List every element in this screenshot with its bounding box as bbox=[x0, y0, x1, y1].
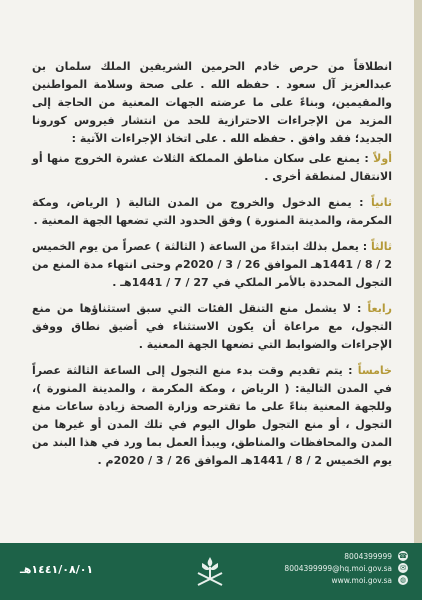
footer-date: ١٤٤١/٠٨/٠١هـ bbox=[20, 563, 94, 576]
contact-email[interactable] bbox=[284, 563, 408, 573]
email-address: 8004399999@hq.moi.gov.sa bbox=[284, 563, 392, 573]
clause-label: خامساً bbox=[357, 364, 392, 377]
clause-2 bbox=[32, 194, 392, 230]
clause-text: : يمنع على سكان مناطق المملكة الثلاث عشرة الخروج منها أو الانتقال لمنطقة أخرى . bbox=[32, 152, 392, 183]
clause-label: ثالثاً bbox=[370, 240, 392, 253]
clause-1 bbox=[32, 150, 392, 186]
intro-paragraph: انطلاقاً من حرص خادم الحرمين الشريفين الملك سلمان بن عبدالعزيز آل سعود . حفظه الله . على صحة وسلامة المواطنين والمقيمين، وبناءً على ما عرضته الجهات المعنية من الحاجة إلى المزيد من الإجراءات الاحترازية للحد من انتشار فيروس كورونا الجديد؛ فقد وافق . حفظه الله . على اتخاذ الإجراءات الآتية : bbox=[32, 60, 392, 145]
saudi-emblem-icon bbox=[190, 551, 230, 591]
contact-phone[interactable] bbox=[284, 551, 408, 561]
contact-website[interactable] bbox=[284, 575, 408, 585]
clause-4 bbox=[32, 300, 392, 354]
email-icon: ✉ bbox=[398, 563, 408, 573]
globe-icon: ◍ bbox=[399, 576, 407, 584]
phone-icon: ☎ bbox=[398, 552, 408, 560]
clause-label: أولاً bbox=[373, 152, 392, 165]
website-url: www.moi.gov.sa bbox=[331, 575, 392, 585]
clause-label: رابعاً bbox=[367, 302, 392, 315]
clause-text: : يتم تقديم وقت بدء منع التجول إلى الساعة الثالثة عصراً في المدن التالية: ( الرياض ، ومكة المكرمة ، والمدينة المنورة )، وللجهة المعنية بناءً على ما تقترحه وزارة الصحة زيادة ساعات منع التجول ، أو منع التجول طوال اليوم في تلك المدن أو غيرها من المدن والمحافظات والمناطق، ويبدأ العمل بما ورد في هذا البند من يوم الخميس 2 / 8 / 1441هـ الموافق 26 / 3 / 2020م . bbox=[32, 364, 392, 467]
clause-5 bbox=[32, 362, 392, 470]
contact-info bbox=[284, 551, 408, 585]
decorative-side-stripe bbox=[414, 0, 422, 600]
footer-bar bbox=[0, 543, 422, 600]
clause-3 bbox=[32, 238, 392, 292]
clause-text: : لا يشمل منع التنقل الفئات التي سبق استثناؤها من منع التجول، مع مراعاة أن يكون الاستثناء في أضيق نطاق ووفق الإجراءات والضوابط التي تضعها الجهة المعنية . bbox=[32, 302, 392, 351]
phone-number: 8004399999 bbox=[344, 551, 392, 561]
clause-text: : يمنع الدخول والخروج من المدن التالية ( الرياض، ومكة المكرمة، والمدينة المنورة ) وفق الحدود التي تضعها الجهة المعنية . bbox=[32, 196, 392, 227]
document-body bbox=[32, 58, 392, 478]
clause-text: : يعمل بذلك ابتداءً من الساعة ( الثالثة ) عصراً من يوم الخميس 2 / 8 / 1441هـ الموافق 26 / 3 / 2020م وحتى انتهاء مدة المنع من التجول المحددة بالأمر الملكي في 27 / 7 / 1441هـ . bbox=[32, 240, 392, 289]
clause-label: ثانياً bbox=[370, 196, 392, 209]
